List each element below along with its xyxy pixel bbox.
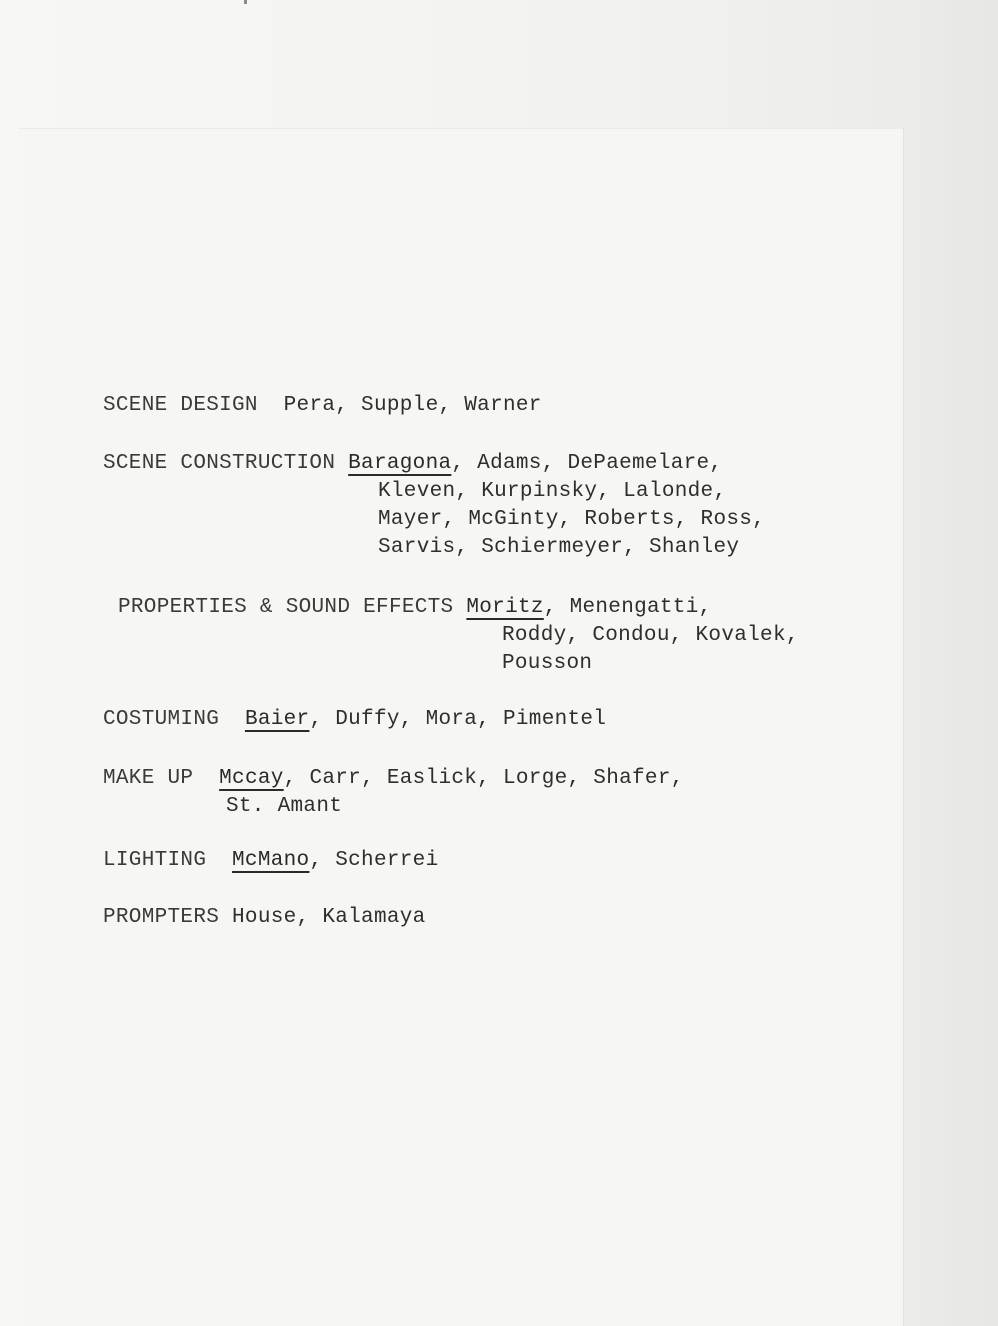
credit-names-line: Roddy, Condou, Kovalek, (502, 624, 799, 647)
credit-make-up (103, 765, 684, 793)
credit-head-name: Moritz (466, 596, 544, 619)
credit-head-name: McMano (232, 849, 310, 872)
credit-names: Pera, Supple, Warner (283, 394, 542, 417)
credit-names: , Scherrei (309, 849, 439, 872)
credit-names-line: Pousson (502, 652, 593, 675)
credit-names: , Carr, Easlick, Lorge, Shafer, (283, 767, 684, 790)
credit-names: , Adams, DePaemelare, (451, 452, 723, 475)
credit-names-line: Sarvis, Schiermeyer, Shanley (378, 536, 740, 559)
credit-label: PROMPTERS (103, 906, 220, 929)
credit-lighting (103, 847, 438, 875)
credit-head-name: Mccay (219, 767, 284, 790)
credit-scene-construction (103, 450, 722, 478)
credit-head-name: Baier (244, 708, 310, 731)
credit-label: SCENE DESIGN (103, 394, 258, 417)
credit-names-line: Mayer, McGinty, Roberts, Ross, (378, 508, 766, 531)
credit-names: House, Kalamaya (232, 906, 426, 929)
credit-prompters (103, 904, 426, 932)
credit-names-line: Kleven, Kurpinsky, Lalonde, (378, 480, 727, 503)
top-margin-mark (244, 0, 247, 4)
credit-label: SCENE CONSTRUCTION (103, 452, 336, 475)
credit-names: , Duffy, Mora, Pimentel (309, 708, 607, 731)
credit-label: LIGHTING (103, 849, 207, 872)
credit-label: MAKE UP (103, 767, 194, 790)
credit-costuming (103, 706, 606, 734)
credit-names: , Menengatti, (543, 596, 712, 619)
credit-label: PROPERTIES & SOUND EFFECTS (118, 596, 454, 619)
credit-head-name: Baragona (348, 452, 452, 475)
credit-names-line: St. Amant (226, 795, 343, 818)
credit-label: COSTUMING (103, 708, 220, 731)
credit-scene-design (103, 392, 542, 420)
credit-properties-sound (118, 594, 712, 622)
